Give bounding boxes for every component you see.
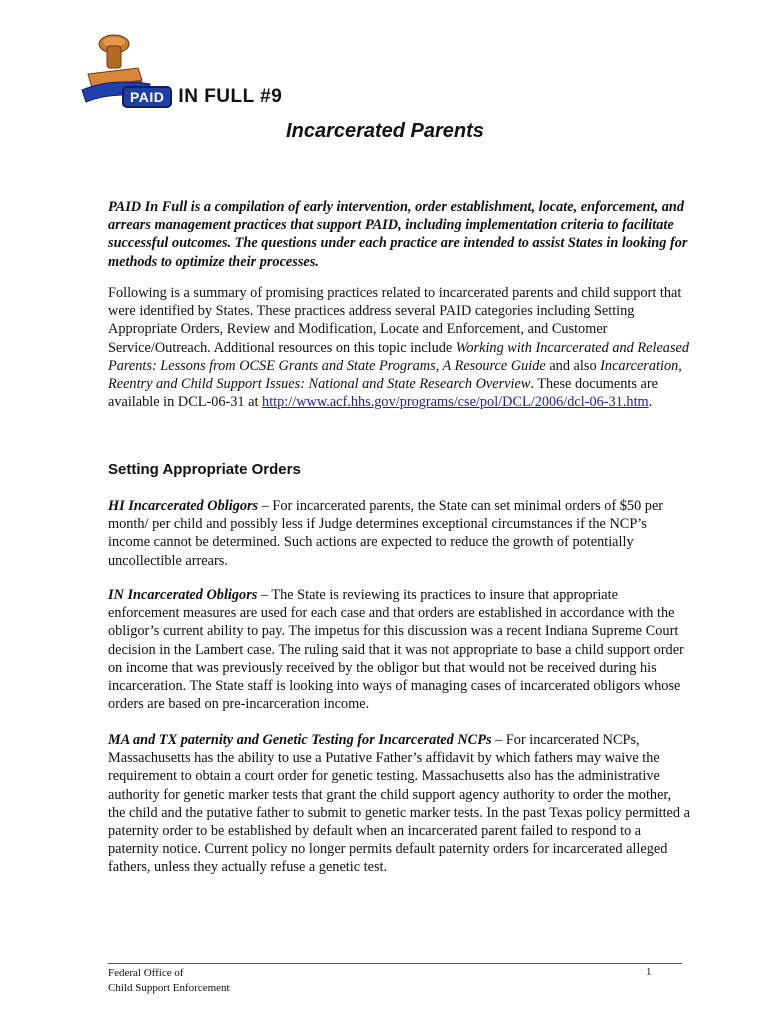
- practice-text: – For incarcerated parents, the State can set minimal orders of $50 per month/ per child and possibly less if Judge determines exceptional circumstances if the NCP’s income cannot be determined. Such actions are expected to reduce the growth of potentially uncollectible arrears.: [108, 498, 664, 569]
- footer-agency: [108, 966, 230, 996]
- practice-text: – The State is reviewing its practices to insure that appropriate enforcement measures are used for each case and that orders are established in accordance with the obligor’s current ability to pay. The impetus for this discussion was a recent Indiana Supreme Court decision in the Lambert case. The ruling said that it was not appropriate to base a child support order on income that was previously received by the obligor but that would not be received during his incarceration. The State staff is looking into ways of managing cases of incarcerated obligors whose orders are based on pre-incarceration income.: [108, 587, 684, 713]
- paid-badge: PAID: [122, 86, 172, 108]
- summary-text: . These documents are available in DCL-06-31 at: [108, 376, 658, 411]
- practice-text: – For incarcerated NCPs, Massachusetts has the ability to use a Putative Father’s affidavit by which fathers may waive the requirement to obtain a court order for genetic testing. Massachusetts also has the administrative authority for genetic marker tests that grant the child support agency authority to order the mother, the child and the putative father to submit to genetic marker tests. In the past Texas policy permitted a paternity order to be established by default when an incarcerated parent failed to respond to a paternity notice. Current policy no longer permits default paternity orders for incarcerated alleged fathers, unless they actually refuse a genetic test.: [108, 732, 690, 876]
- footer-line: Child Support Enforcement: [108, 982, 230, 994]
- footer-line: Federal Office of: [108, 967, 184, 979]
- practice-paragraph: [108, 497, 690, 570]
- practice-lead: HI Incarcerated Obligors: [108, 498, 259, 514]
- summary-text: .: [648, 394, 653, 411]
- page-number: 1: [646, 966, 652, 978]
- summary-text: Following is a summary of promising practices related to incarcerated parents and child support that were identified by States. These practices address several PAID categories including Setting Appropriate Orders, Review and Modification, Locate and Enforcement, and Customer Service/Outreach. Additional resources on this topic include: [108, 285, 682, 356]
- footer-divider: [108, 963, 682, 964]
- practice-lead: IN Incarcerated Obligors: [108, 587, 258, 603]
- series-header: [122, 86, 282, 108]
- series-title: IN FULL #9: [178, 86, 283, 107]
- resource-guide-title: Working with Incarcerated and Released Parents: Lessons from OCSE Grants and State Programs, A Resource Guide: [108, 339, 690, 374]
- intro-paragraph: PAID In Full is a compilation of early intervention, order establishment, locate, enforcement, and arrears management practices that support PAID, including implementation criteria to facilitate successful outcomes. The questions under each practice are intended to assist States in looking for methods to optimize their processes.: [108, 199, 688, 270]
- practice-paragraph: [108, 731, 690, 877]
- practice-lead: MA and TX paternity and Genetic Testing for Incarcerated NCPs: [108, 732, 492, 748]
- summary-text: and also: [545, 357, 601, 374]
- document-title: Incarcerated Parents: [286, 120, 484, 142]
- dcl-link[interactable]: http://www.acf.hhs.gov/programs/cse/pol/DCL/2006/dcl-06-31.htm: [262, 394, 649, 411]
- research-overview-title: Incarceration, Reentry and Child Support Issues: National and State Research Overview: [108, 357, 682, 393]
- section-heading: Setting Appropriate Orders: [108, 461, 301, 478]
- practice-paragraph: [108, 586, 690, 713]
- summary-paragraph: [108, 284, 690, 411]
